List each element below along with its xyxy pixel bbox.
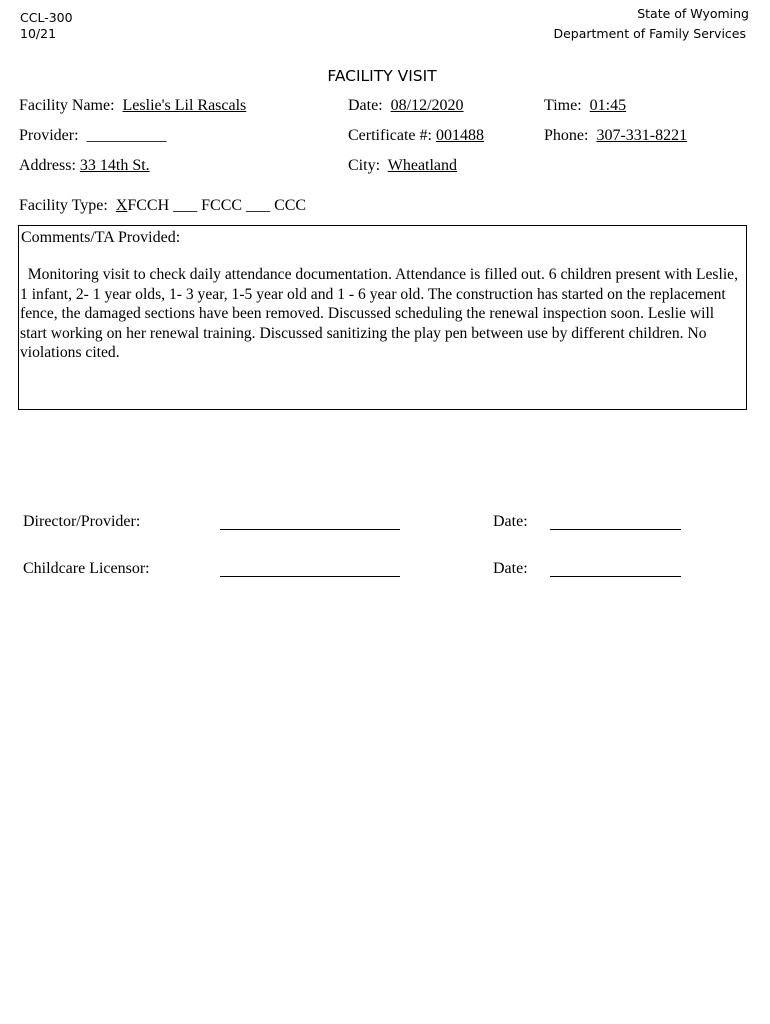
facility-type-label: Facility Type: — [19, 197, 108, 214]
licensor-date-label: Date: — [493, 560, 528, 577]
facility-name-value: Leslie's Lil Rascals — [122, 97, 247, 114]
city-label: City: — [348, 157, 381, 174]
director-date-line — [550, 529, 681, 530]
facility-type-field — [19, 196, 306, 216]
phone-label: Phone: — [544, 127, 589, 144]
certificate-field — [348, 126, 484, 146]
city-field — [348, 156, 457, 176]
licensor-signature-line — [220, 576, 400, 577]
director-provider-label: Director/Provider: — [23, 513, 141, 530]
phone-value: 307-331-8221 — [596, 127, 688, 144]
city-value: Wheatland — [387, 157, 458, 174]
visit-time-label: Time: — [544, 97, 582, 114]
facility-name-field — [19, 96, 246, 116]
facility-type-option-ccc: CCC — [274, 197, 307, 214]
comments-label: Comments/TA Provided: — [21, 229, 181, 246]
visit-date-field — [348, 96, 464, 116]
provider-label: Provider: — [19, 127, 79, 144]
facility-type-mark-ccc: ___ — [246, 197, 271, 214]
address-value: 33 14th St. — [79, 157, 150, 174]
provider-value: __________ — [86, 127, 167, 144]
address-field — [19, 156, 150, 176]
childcare-licensor-label: Childcare Licensor: — [23, 560, 150, 577]
visit-time-value: 01:45 — [589, 97, 627, 114]
form-revision-date: 10/21 — [20, 26, 57, 41]
comments-body: Monitoring visit to check daily attendance documentation. Attendance is filled out. 6 children present with Leslie, 1 infant, 2- 1 year olds, 1- 3 year, 1-5 year old and 1 - 6 year old. The construction has started on the replacement fence, the damaged sections have been removed. Discussed scheduling the renewal inspection soon. Leslie will start working on her renewal training. Discussed sanitizing the play pen between use by different children. No violations cited. — [20, 266, 738, 362]
visit-date-value: 08/12/2020 — [390, 97, 464, 114]
facility-type-mark-fcch: X — [115, 197, 128, 214]
director-signature-line — [220, 529, 400, 530]
facility-type-mark-fccc: ___ — [173, 197, 198, 214]
address-label: Address: — [19, 157, 76, 174]
director-date-label: Date: — [493, 513, 528, 530]
comments-box — [18, 225, 747, 410]
form-code: CCL-300 — [20, 10, 73, 25]
page-title: FACILITY VISIT — [327, 67, 437, 85]
visit-date-label: Date: — [348, 97, 383, 114]
certificate-label: Certificate #: — [348, 127, 432, 144]
facility-name-label: Facility Name: — [19, 97, 115, 114]
provider-field — [19, 126, 167, 146]
facility-type-option-fcch: FCCH — [127, 197, 170, 214]
visit-time-field — [544, 96, 626, 116]
comments-text — [20, 265, 744, 363]
phone-field — [544, 126, 687, 146]
certificate-value: 001488 — [435, 127, 484, 144]
facility-type-option-fccc: FCCC — [201, 197, 243, 214]
department-name: Department of Family Services — [553, 26, 746, 41]
state-name: State of Wyoming — [637, 6, 749, 21]
licensor-date-line — [550, 576, 681, 577]
